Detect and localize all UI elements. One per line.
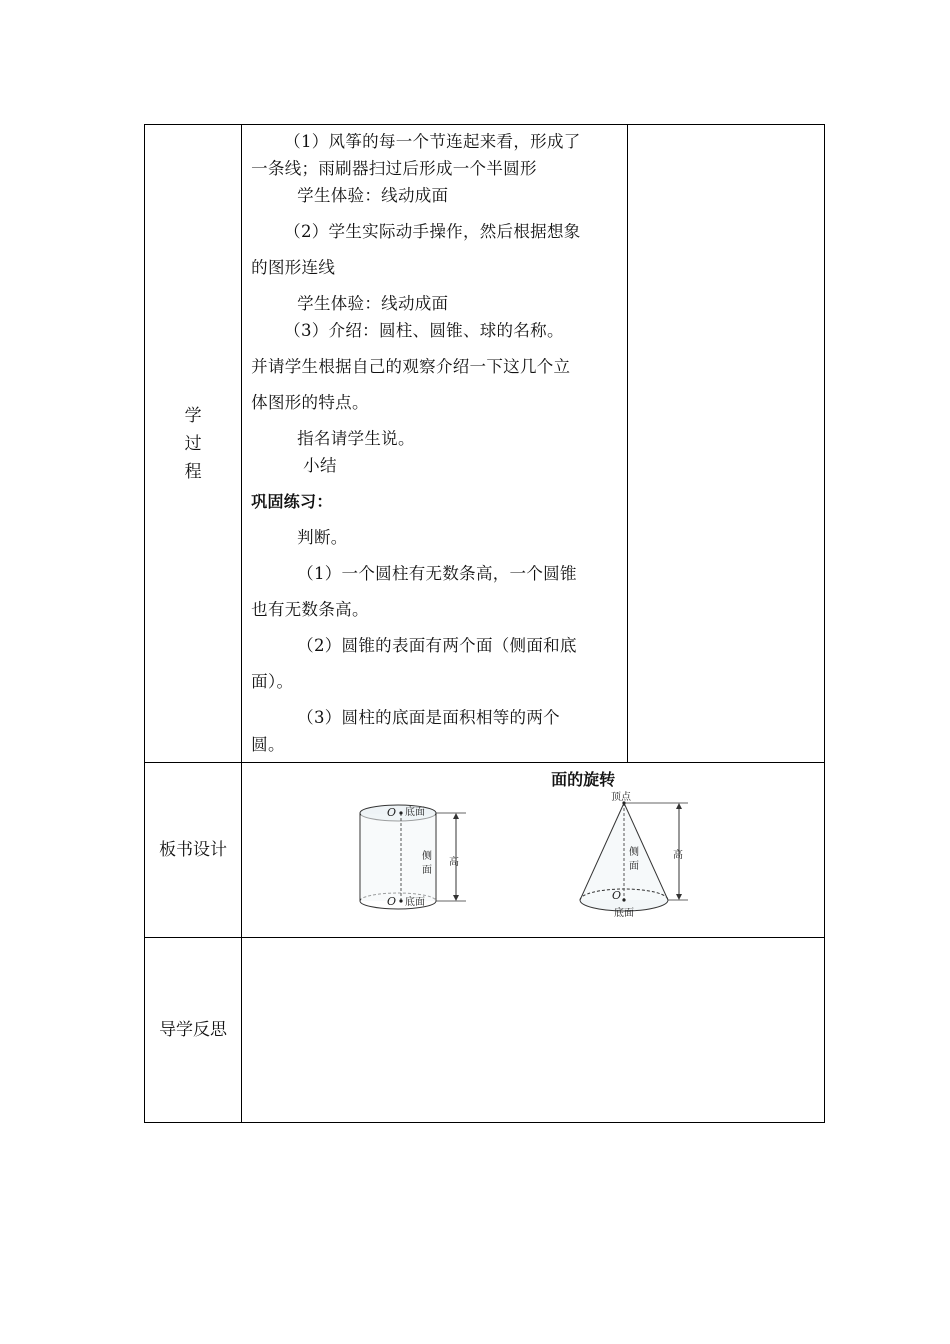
- process-line: （2）学生实际动手操作，然后根据想象: [284, 222, 581, 241]
- board-design-cell: [242, 763, 825, 938]
- practice-line: （3）圆柱的底面是面积相等的两个: [297, 708, 560, 727]
- process-line: 一条线；雨刷器扫过后形成一个半圆形: [251, 159, 537, 178]
- process-line: 学生体验：线动成面: [297, 294, 449, 313]
- process-line: （1）风筝的每一个节连起来看，形成了: [284, 132, 581, 151]
- process-line: 指名请学生说。: [297, 429, 415, 448]
- process-line: 体图形的特点。: [251, 393, 369, 412]
- cone-center-label: O: [612, 889, 622, 902]
- process-content-cell: [242, 125, 628, 763]
- practice-line: 面）。: [251, 672, 294, 691]
- process-notes-cell: [627, 125, 824, 763]
- process-row: [145, 125, 825, 763]
- practice-line: 判断。: [297, 528, 348, 547]
- process-label-cell: [145, 125, 242, 763]
- practice-line: 也有无数条高。: [251, 600, 369, 619]
- process-line: 小结: [303, 456, 337, 475]
- practice-line: （2）圆锥的表面有两个面（侧面和底: [297, 636, 577, 655]
- reflection-label-cell: [145, 938, 242, 1123]
- reflection-row: [145, 938, 825, 1123]
- practice-line: （1）一个圆柱有无数条高，一个圆锥: [297, 564, 577, 583]
- process-line: 并请学生根据自己的观察介绍一下这几个立: [251, 357, 571, 376]
- cylinder-bottom-base-label: 底面: [405, 897, 426, 908]
- process-label: 学 过 程: [184, 405, 202, 482]
- cylinder-top-center-label: O: [387, 806, 397, 819]
- cone-side-label-2: 面: [629, 861, 640, 872]
- cylinder-bottom-center-label: O: [387, 895, 397, 908]
- cylinder-height-label: 高: [449, 857, 460, 868]
- practice-title: 巩固练习：: [251, 492, 333, 511]
- process-line: （3）介绍：圆柱、圆锥、球的名称。: [284, 321, 564, 340]
- cone-apex-label: 顶点: [611, 792, 632, 803]
- board-row: [145, 763, 825, 938]
- cylinder-side-label-1: 侧: [422, 851, 433, 862]
- lesson-plan-table: [144, 124, 825, 1123]
- reflection-label: 导学反思: [159, 1020, 228, 1040]
- cone-height-label: 高: [673, 850, 684, 861]
- process-line: 学生体验：线动成面: [297, 186, 449, 205]
- process-line: 的图形连线: [251, 258, 336, 277]
- board-title: 面的旋转: [551, 770, 616, 789]
- board-label: 板书设计: [159, 840, 228, 860]
- cone-side-label-1: 侧: [629, 847, 640, 858]
- board-label-cell: [145, 763, 242, 938]
- practice-line: 圆。: [251, 735, 285, 754]
- cylinder-side-label-2: 面: [422, 865, 433, 876]
- board-diagram: [242, 763, 823, 937]
- cylinder-top-base-label: 底面: [405, 807, 426, 818]
- cone-base-label: 底面: [614, 908, 635, 919]
- reflection-content-cell: [242, 938, 825, 1123]
